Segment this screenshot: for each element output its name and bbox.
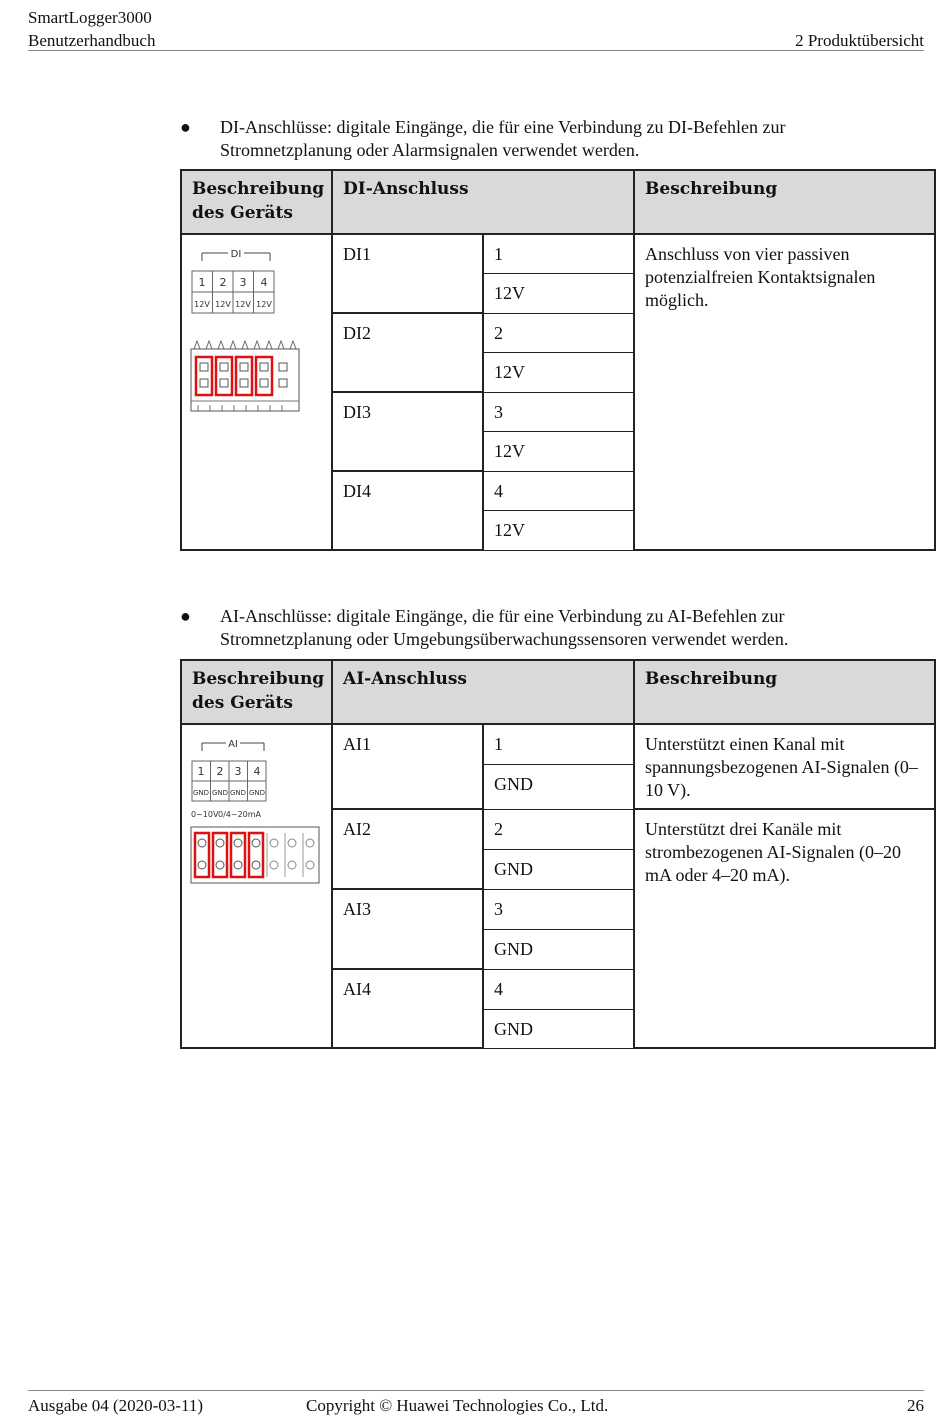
ai-description-cell-2: Unterstützt drei Kanäle mit strombezogenen AI-Signalen (0–20 mA oder 4–20 mA).: [634, 809, 935, 1048]
ai-pin-number: 4: [253, 765, 261, 778]
di-ref-cell: 12V: [483, 352, 634, 392]
ai-pin-cell: 2: [483, 809, 634, 849]
di-table: [180, 169, 936, 551]
di-header-device: Beschreibung des Geräts: [181, 170, 332, 234]
ai-ref-cell: GND: [483, 1009, 634, 1048]
di-pin-label: 12V: [194, 300, 210, 309]
di-ref-cell: 12V: [483, 273, 634, 313]
ai-pin-number: 3: [234, 765, 242, 778]
di-group-label: DI: [230, 249, 242, 260]
di-ref-cell: 12V: [483, 510, 634, 550]
ai-range-label: 0/4~20mA: [218, 810, 262, 819]
ai-pin-label: GND: [248, 789, 266, 797]
di-pin-cell: 4: [483, 471, 634, 510]
ai-pin-label: GND: [192, 789, 210, 797]
ai-pin-number: 2: [216, 765, 224, 778]
ai-ref-cell: GND: [483, 764, 634, 809]
manual-title: Benutzerhandbuch: [28, 31, 156, 50]
ai-device-image-cell: [181, 724, 332, 1048]
ai-header-port: AI-Anschluss: [332, 660, 634, 724]
di-pin-cell: 1: [483, 234, 634, 273]
copyright: Copyright © Huawei Technologies Co., Ltd.: [306, 1396, 609, 1415]
di-ref-cell: 12V: [483, 431, 634, 471]
ai-header-desc: Beschreibung: [634, 660, 935, 724]
ai-ref-cell: GND: [483, 849, 634, 889]
ai-pin-number: 1: [197, 765, 205, 778]
ai-connector-diagram: [190, 731, 322, 891]
di-pin-number: 4: [260, 276, 268, 289]
page-footer: [28, 1390, 924, 1421]
ai-description-cell-1: Unterstützt einen Kanal mit spannungsbezogenen AI-Signalen (0–10 V).: [634, 724, 935, 809]
di-port-cell: DI3: [332, 392, 483, 471]
di-pin-number: 3: [239, 276, 247, 289]
product-name: SmartLogger3000: [28, 8, 152, 27]
ai-terminal-block-icon: [191, 827, 319, 883]
bullet-dot: ●: [180, 117, 191, 137]
ai-port-cell: AI3: [332, 889, 483, 969]
ai-port-cell: AI4: [332, 969, 483, 1048]
ai-bullet-text: AI-Anschlüsse: digitale Eingänge, die für eine Verbindung zu AI-Befehlen zur Stromnetzplanung oder Umgebungsüberwachungssensoren verwendet werden.: [220, 606, 789, 649]
ai-pin-cell: 1: [483, 724, 634, 764]
ai-group-label: AI: [228, 739, 238, 750]
header-left: [28, 6, 155, 52]
chapter-title: 2 Produktübersicht: [795, 31, 924, 50]
ai-table: [180, 659, 936, 1049]
bullet-dot: ●: [180, 606, 191, 626]
di-pin-cell: 2: [483, 313, 634, 352]
di-bullet-text: DI-Anschlüsse: digitale Eingänge, die für eine Verbindung zu DI-Befehlen zur Stromnetzplanung oder Alarmsignalen verwendet werden.: [220, 117, 786, 160]
di-pin-label: 12V: [215, 300, 231, 309]
di-header-port: DI-Anschluss: [332, 170, 634, 234]
di-pin-number: 2: [219, 276, 227, 289]
di-pin-label: 12V: [235, 300, 251, 309]
ai-port-cell: AI1: [332, 724, 483, 809]
ai-pin-cell: 3: [483, 889, 634, 929]
di-port-cell: DI1: [332, 234, 483, 313]
page-number: 26: [907, 1396, 924, 1415]
ai-header-device: Beschreibung des Geräts: [181, 660, 332, 724]
di-port-cell: DI2: [332, 313, 483, 392]
ai-port-cell: AI2: [332, 809, 483, 889]
di-description-cell: Anschluss von vier passiven potenzialfreien Kontaktsignalen möglich.: [634, 234, 935, 550]
page-header: [28, 6, 924, 51]
di-pin-number: 1: [198, 276, 206, 289]
ai-ref-cell: GND: [483, 929, 634, 969]
ai-pin-label: GND: [229, 789, 247, 797]
di-pin-label: 12V: [256, 300, 272, 309]
edition-info: Ausgabe 04 (2020-03-11): [28, 1396, 203, 1415]
ai-pin-label: GND: [211, 789, 229, 797]
ai-range-label: 0~10V: [191, 810, 219, 819]
di-header-desc: Beschreibung: [634, 170, 935, 234]
di-pin-cell: 3: [483, 392, 634, 431]
di-connector-diagram: [190, 241, 310, 421]
di-terminal-block-icon: [191, 341, 299, 411]
ai-pin-cell: 4: [483, 969, 634, 1009]
di-port-cell: DI4: [332, 471, 483, 550]
di-device-image-cell: [181, 234, 332, 550]
